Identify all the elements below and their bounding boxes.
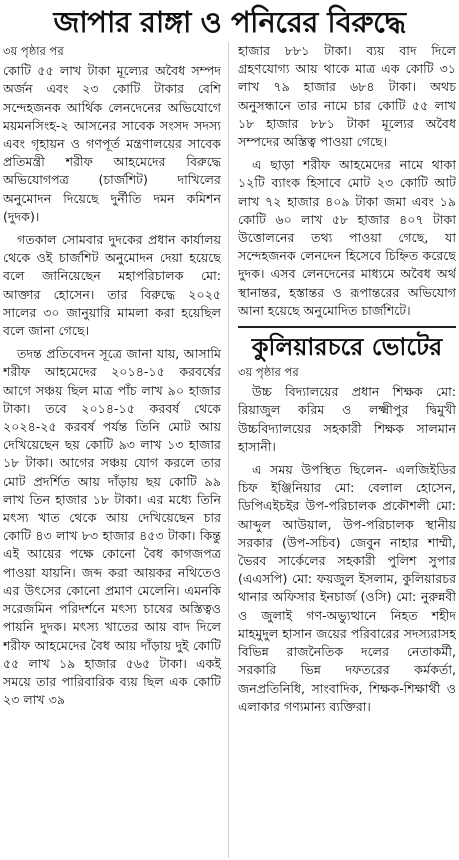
article-paragraph: হাজার ৮৮১ টাকা। ব্যয় বাদ দিলে গ্রহণযোগ্য আয় থাকে মাত্র এক কোটি ৩১ লাখ ৭৯ হাজার ৬৮৪ টাকা। অথচ অনুসন্ধানে তার নামে চার কোটি ৫৫ লাখ ১৮ হাজার ৮৮১ টাকা মূল্যের অবৈধ সম্পদের অস্তিত্ব পাওয়া গেছে। [238,43,456,150]
right-column [238,42,456,858]
headline: জাপার রাঙ্গা ও পনিরের বিরুদ্ধে [53,5,406,39]
article-paragraph: কোটি ৫৫ লাখ টাকা মূল্যের অবৈধ সম্পদ অর্জন এবং ২৩ কোটি টাকার বেশি সন্দেহজনক আর্থিক লেনদেনের অভিযোগে ময়মনসিংহ-২ আসনের সাবেক সংসদ সদস্য এবং গৃহায়ন ও গণপূর্ত মন্ত্রণালয়ের সাবেক প্রতিমন্ত্রী শরীফ আহমেদের বিরুদ্ধে অভিযোগপত্র (চার্জশিট) দাখিলের অনুমোদন দিয়েছে দুর্নীতি দমন কমিশন (দুদক)। [3,63,221,224]
article-paragraph: এ সময় উপস্থিত ছিলেন- এলজিইডির চিফ ইঞ্জিনিয়ার মো: বেলাল হোসেন, ডিপিএইচইর উপ-পরিচালক প্রকৌশলী মো: আব্দুল আউয়াল, উপ-পরিচালক স্থানীয় সরকার (উপ-সচিব) জেবুন নাহার শাম্মী, ভৈরব সার্কেলের সহকারী পুলিশ সুপার (এএসপি) মো: ফয়জুল ইসলাম, কুলিয়ারচর থানার অফিসার ইনচার্জ (ওসি) মো: নুরুন্নবী ও জুলাই গণ-অভ্যুত্থানে নিহত শহীদ মাহমুদুল হাসান জয়ের পরিবারের সদস্যরাসহ বিভিন্ন রাজনৈতিক দলের নেতাকর্মী, সরকারি ভিন্ন দফতরের কর্মকর্তা, জনপ্রতিনিধি, সাংবাদিক, শিক্ষক-শিক্ষার্থী ও এলাকার গণ্যমান্য ব্যক্তিরা। [238,462,456,714]
article-paragraph: উচ্চ বিদ্যালয়ের প্রধান শিক্ষক মো: রিয়াজুল করিম ও লক্ষ্মীপুর দ্বিমুখী উচ্চবিদ্যালয়ের সহকারী শিক্ষক সালমান হাসানী। [238,384,456,454]
column-divider [228,42,229,858]
article-paragraph: এ ছাড়া শরীফ আহমেদের নামে থাকা ১২টি ব্যাংক হিসাবে মোট ২৩ কোটি আট লাখ ৭২ হাজার ৪০৯ টাকা জমা এবং ১৯ কোটি ৬০ লাখ ৫৮ হাজার ৪০৭ টাকা উত্তোলনের তথ্য পাওয়া গেছে, যা সন্দেহজনক লেনদেন হিসেবে চিহ্নিত করেছে দুদক। এসব লেনদেনের মাধ্যমে অবৈধ অর্থ স্থানান্তর, হস্তান্তর ও রূপান্তরের অভিযোগ আনা হয়েছে অনুমোদিত চার্জশিটে। [238,157,456,318]
sub-headline: কুলিয়ারচরে ভোটের [238,326,456,363]
continuation-note: ৩য় পৃষ্ঠার পর [3,44,64,58]
article-paragraph: গতকাল সোমবার দুদকের প্রধান কার্যালয় থেকে ওই চার্জশিট অনুমোদন দেয়া হয়েছে বলে জানিয়েছেন মহাপরিচালক মো: আক্তার হোসেন। তার বিরুদ্ধে ২০২৫ সালের ৩০ জানুয়ারি মামলা করা হয়েছিল বলে জানা গেছে। [3,232,221,339]
left-column [3,42,221,858]
continuation-note: ৩য় পৃষ্ঠার পর [238,365,299,380]
article-paragraph: তদন্ত প্রতিবেদন সূত্রে জানা যায়, আসামি শরীফ আহমেদের ২০১৪-১৫ করবর্ষের আগে সঞ্চয় ছিল মাত্র পাঁচ লাখ ৯০ হাজার টাকা। তবে ২০১৪-১৫ করবর্ষ থেকে ২০২৪-২৫ করবর্ষ পর্যন্ত তিনি মোট আয় দেখিয়েছেন ছয় কোটি ৯৩ লাখ ১৩ হাজার ১৮ টাকা। আগের সঞ্চয় যোগ করলে তার মোট প্রদর্শিত আয় দাঁড়ায় ছয় কোটি ৯৯ লাখ তিন হাজার ১৮ টাকা। এর মধ্যে তিনি মৎস্য খাত থেকে আয় দেখিয়েছেন চার কোটি ৪৩ লাখ ৮৩ হাজার ৪৫৩ টাকা। কিন্তু এই আয়ের পক্ষে কোনো বৈধ কাগজপত্র পাওয়া যায়নি। জব্দ করা আয়কর নথিতেও এর উৎসের কোনো প্রমাণ মেলেনি। এমনকি সরেজমিন পরিদর্শনে মৎস্য চাষের অস্তিত্বও পায়নি দুদক। মৎস্য খাতের আয় বাদ দিলে শরীফ আহমেদের বৈধ আয় দাঁড়ায় দুই কোটি ৫৫ লাখ ১৯ হাজার ৫৬৫ টাকা। একই সময়ে তার পারিবারিক ব্যয় ছিল এক কোটি ২৩ লাখ ৩৯ [3,346,221,708]
